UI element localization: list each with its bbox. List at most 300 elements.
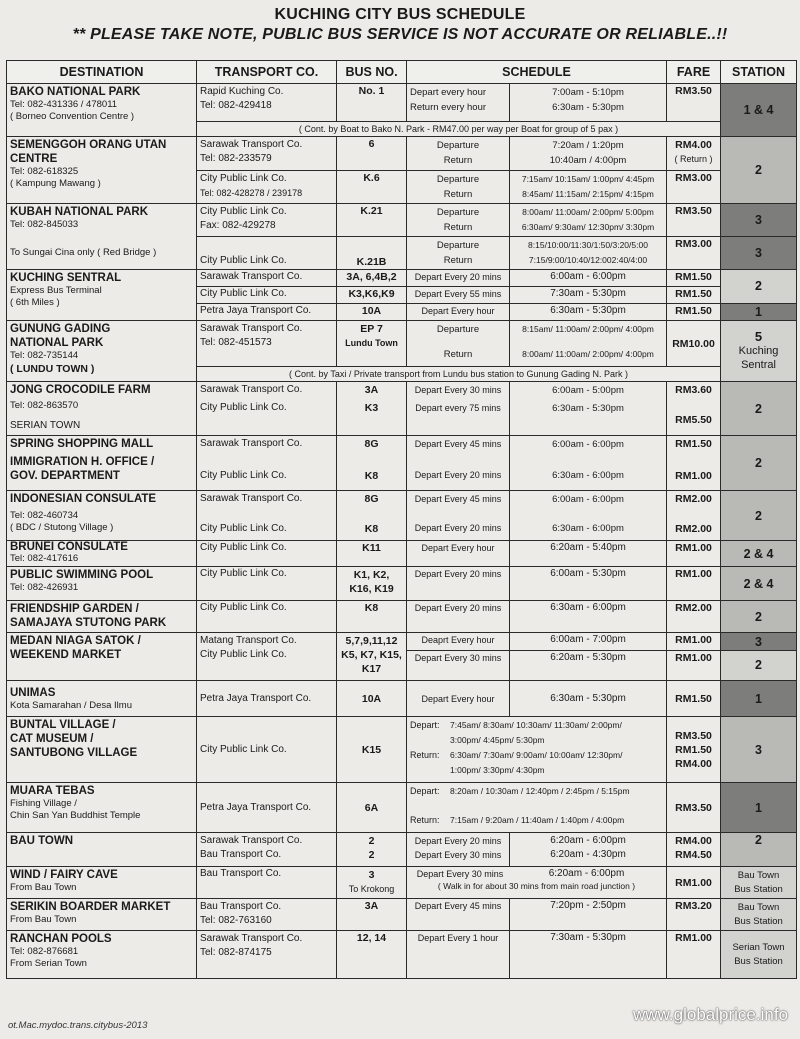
fare: RM1.50 <box>667 270 721 287</box>
schedule-time-2: 6:20am - 4:30pm <box>550 849 626 860</box>
company-name: Sarawak Transport Co. <box>200 835 303 846</box>
table-row <box>7 541 797 567</box>
bus-cell <box>337 867 407 899</box>
destination-cell <box>7 436 197 491</box>
station-name-line2: Sentral <box>741 359 776 371</box>
company-name: Rapid Kuching Co. <box>200 86 284 97</box>
bus-cell <box>337 436 407 491</box>
destination-cell <box>7 633 197 681</box>
return-times-line1: 6:30am/ 7:30am/ 9:00am/ 10:00am/ 12:30pm/ <box>450 750 623 760</box>
bus-number: No. 1 <box>337 84 407 122</box>
table-row <box>7 783 797 833</box>
schedule-label-1: Deaprt Every hour <box>407 633 510 651</box>
destination-cell <box>7 84 197 137</box>
header-destination: DESTINATION <box>7 61 197 84</box>
destination-name: SERIKIN BOARDER MARKET <box>10 901 171 913</box>
company-name: City Public Link Co. <box>197 717 337 783</box>
schedule-time <box>510 237 667 270</box>
bus-number: K.6 <box>337 171 407 204</box>
bus-number: K.21B <box>337 237 407 270</box>
destination-sub: To Sungai Cina only ( Red Bridge ) <box>10 247 157 258</box>
schedule-time-return: 7:15/9:00/10:40/12:002:40/4:00 <box>528 255 648 265</box>
fare-1: RM2.00 <box>675 493 712 505</box>
station-number: 5 <box>754 329 763 344</box>
company-name: Sarawak Transport Co. <box>200 384 303 395</box>
bus-number-2: K8 <box>364 470 379 482</box>
schedule-label <box>407 204 510 237</box>
destination-name: SEMENGGOH ORANG UTAN <box>10 139 167 151</box>
schedule-time-return: 8:45am/ 11:15am/ 2:15pm/ 4:15pm <box>522 189 654 199</box>
company-name: Sarawak Transport Co. <box>200 933 303 944</box>
company-name: Petra Jaya Transport Co. <box>197 681 337 717</box>
transport-cell <box>197 237 337 270</box>
schedule-time-2: 6:30am - 5:30pm <box>552 403 624 414</box>
bus-schedule-table <box>6 60 797 979</box>
schedule-time-depart: 7:00am - 5:10pm <box>552 87 624 98</box>
destination-cell <box>7 783 197 833</box>
table-row <box>7 681 797 717</box>
fare: RM3.50 <box>667 84 721 122</box>
fare: RM1.50 <box>667 681 721 717</box>
schedule-time: 7:30am - 5:30pm <box>510 287 667 304</box>
destination-cell <box>7 270 197 321</box>
station: 1 <box>721 681 797 717</box>
schedule-time-1: 6:00am - 6:00pm <box>552 439 624 450</box>
transport-cell <box>197 833 337 867</box>
station <box>721 899 797 931</box>
schedule-time-depart: 7:15am/ 10:15am/ 1:00pm/ 4:45pm <box>521 174 655 184</box>
header-transport: TRANSPORT CO. <box>197 61 337 84</box>
return-label: Return: <box>410 815 440 825</box>
return-times: 7:15am / 9:20am / 11:40am / 1:40pm / 4:00pm <box>450 815 625 825</box>
transport-cell <box>197 436 337 491</box>
schedule-label <box>407 171 510 204</box>
schedule-label <box>407 491 510 541</box>
company-name-2: Bau Transport Co. <box>200 849 282 860</box>
schedule-time-1: 6:00am - 7:00pm <box>510 633 667 651</box>
table-row <box>7 137 797 171</box>
destination-sub: From Serian Town <box>10 958 87 969</box>
header-fare: FARE <box>667 61 721 84</box>
company-name: City Public Link Co. <box>197 567 337 601</box>
transport-cell <box>197 931 337 979</box>
schedule-time: 6:30am - 5:30pm <box>510 681 667 717</box>
transport-cell <box>197 204 337 237</box>
schedule-time-2: 6:30am - 6:00pm <box>552 470 624 481</box>
note-cell: ( Cont. by Taxi / Private transport from Lundu bus station to Gunung Gading N. Park ) <box>197 367 721 382</box>
destination-name-line2: IMMIGRATION H. OFFICE / <box>10 456 155 468</box>
depart-label: Depart: <box>410 786 440 796</box>
bus-number-3: K17 <box>361 663 382 675</box>
station: 2 <box>721 382 797 436</box>
bus-cell <box>337 382 407 436</box>
fare <box>667 833 721 867</box>
schedule-label <box>407 382 510 436</box>
transport-cell <box>197 84 337 122</box>
schedule-label-depart: Departure <box>436 240 480 251</box>
schedule-label-1: Depart Every 45 mins <box>414 439 502 449</box>
watermark: www.globalprice.info <box>633 1005 788 1024</box>
bus-number: 10A <box>337 681 407 717</box>
station: 2 & 4 <box>721 567 797 601</box>
fare-2: RM1.00 <box>675 470 712 482</box>
fare <box>667 717 721 783</box>
station-name: Bau Town <box>737 901 780 913</box>
schedule-time: 6:00am - 5:30pm <box>510 567 667 601</box>
schedule-label-1: Depart Every 20 mins <box>414 836 502 846</box>
bus-number: K15 <box>337 717 407 783</box>
destination-sub: ( LUNDU TOWN ) <box>10 363 95 375</box>
schedule-label: Depart Every 55 mins <box>407 287 510 304</box>
schedule-time-depart: 8:15/10:00/11:30/1:50/3:20/5:00 <box>528 240 648 250</box>
table-row <box>7 567 797 601</box>
destination-sub: Fishing Village / <box>10 798 77 809</box>
bus-number: K11 <box>337 541 407 567</box>
station: 3 <box>721 717 797 783</box>
fare: RM3.00 <box>667 237 721 270</box>
depart-times: 8:20am / 10:30am / 12:40pm / 2:45pm / 5:15pm <box>450 786 630 796</box>
schedule-time-depart: 7:20am / 1:20pm <box>552 140 624 151</box>
bus-number: 6 <box>337 137 407 171</box>
table-row <box>7 833 797 867</box>
schedule-label-2: Depart Every 30 mins <box>407 651 510 681</box>
destination-tel: Tel: 082-845033 <box>10 219 79 230</box>
station-name-line2: Bus Station <box>734 955 783 967</box>
station: 2 <box>721 270 797 304</box>
schedule-time: 6:20am - 6:00pm <box>548 868 625 879</box>
table-row <box>7 717 797 783</box>
bus-number: 6A <box>337 783 407 833</box>
bus-number: K8 <box>337 601 407 633</box>
company-name: Sarawak Transport Co. <box>200 323 303 334</box>
schedule-label-depart: Departure <box>436 324 480 335</box>
company-tel: Fax: 082-429278 <box>200 220 276 231</box>
destination-tel: Tel: 082-426931 <box>10 582 79 593</box>
destination-sub: Kota Samarahan / Desa Ilmu <box>10 700 132 711</box>
schedule-label-return: Return <box>443 155 473 166</box>
schedule-label-return: Return <box>443 255 473 266</box>
table-row <box>7 436 797 491</box>
depart-times-line2: 3:00pm/ 4:45pm/ 5:30pm <box>450 735 545 745</box>
fare: RM3.50 <box>667 783 721 833</box>
station: 2 <box>721 137 797 204</box>
schedule-time <box>510 491 667 541</box>
bus-number: 12, 14 <box>337 931 407 979</box>
station-name: Serian Town <box>732 941 785 953</box>
bus-sub: To Krokong <box>348 884 395 894</box>
header-schedule: SCHEDULE <box>407 61 667 84</box>
station: 3 <box>721 237 797 270</box>
depart-times <box>450 718 622 748</box>
station: 2 <box>721 436 797 491</box>
bus-number: 8G <box>364 438 379 450</box>
destination-name: MEDAN NIAGA SATOK / <box>10 635 141 647</box>
schedule-label-2: Depart Every 20 mins <box>414 470 502 480</box>
destination-sub-line2: Chin San Yan Buddhist Temple <box>10 810 141 821</box>
station-name-line2: Bus Station <box>734 915 783 927</box>
station: 1 <box>721 783 797 833</box>
destination-cell <box>7 899 197 931</box>
destination-name-line2: WEEKEND MARKET <box>10 649 122 661</box>
bus-cell <box>337 321 407 367</box>
fare: RM1.00 <box>667 867 721 899</box>
bus-cell <box>337 491 407 541</box>
document-footer: ot.Mac.mydoc.trans.citybus-2013 <box>8 1020 148 1031</box>
destination-name-line3: GOV. DEPARTMENT <box>10 470 120 482</box>
schedule-time <box>510 382 667 436</box>
table-row <box>7 633 797 651</box>
fare-2: RM5.50 <box>675 414 712 426</box>
bus-cell <box>337 633 407 681</box>
station: 2 <box>721 833 797 867</box>
company-name: Sarawak Transport Co. <box>200 493 303 504</box>
destination-tel: Tel: 082-863570 <box>10 400 79 411</box>
destination-cell <box>7 204 197 270</box>
schedule-label-return: Return every hour <box>410 102 487 113</box>
company-name: City Public Link Co. <box>200 173 287 184</box>
destination-name-line2: NATIONAL PARK <box>10 337 104 349</box>
company-tel: Tel: 082-233579 <box>200 153 272 164</box>
reliability-notice: ** PLEASE TAKE NOTE, PUBLIC BUS SERVICE IS NOT ACCURATE OR RELIABLE..!! <box>72 26 728 43</box>
walk-note: ( Walk in for about 30 mins from main road junction ) <box>437 881 636 891</box>
fare <box>667 491 721 541</box>
return-block <box>410 748 663 778</box>
destination-name: UNIMAS <box>10 687 56 699</box>
station: 3 <box>721 204 797 237</box>
note-cell: ( Cont. by Boat to Bako N. Park - RM47.00 per way per Boat for group of 5 pax ) <box>197 122 721 137</box>
schedule-time: 6:30am - 6:00pm <box>510 601 667 633</box>
schedule-label: Depart Every 20 mins <box>407 567 510 601</box>
destination-cell <box>7 491 197 541</box>
station: 2 <box>721 491 797 541</box>
bus-number: K.21 <box>337 204 407 237</box>
destination-tel: Tel: 082-618325 <box>10 166 79 177</box>
fare-2: RM4.50 <box>675 849 712 861</box>
schedule-label-return: Return <box>443 349 473 360</box>
schedule-label <box>407 137 510 171</box>
destination-name-line2: SAMAJAYA STUTONG PARK <box>10 617 167 629</box>
schedule-time-depart: 8:15am/ 11:00am/ 2:00pm/ 4:00pm <box>522 324 654 334</box>
return-times <box>450 748 622 778</box>
destination-name-line2: CENTRE <box>10 153 58 165</box>
table-row <box>7 899 797 931</box>
schedule-detail <box>407 783 667 833</box>
company-name: City Public Link Co. <box>200 255 287 266</box>
schedule-time-2: 6:20am - 5:30pm <box>510 651 667 681</box>
destination-name: GUNUNG GADING <box>10 323 111 335</box>
table-row <box>7 491 797 541</box>
schedule-label: Depart Every hour <box>407 304 510 321</box>
destination-name: BAKO NATIONAL PARK <box>10 86 141 98</box>
fare: RM3.20 <box>667 899 721 931</box>
fare-2: RM1.50 <box>675 743 712 756</box>
header-station: STATION <box>721 61 797 84</box>
schedule-time-return: 6:30am/ 9:30am/ 12:30pm/ 3:30pm <box>521 222 655 232</box>
destination-tel: Tel: 082-735144 <box>10 350 79 361</box>
schedule-label-2: Depart every 75 mins <box>415 403 501 413</box>
schedule-time: 6:20am - 5:40pm <box>510 541 667 567</box>
destination-name: BUNTAL VILLAGE / <box>10 719 116 731</box>
schedule-time <box>510 171 667 204</box>
schedule-label: Depart Every hour <box>407 681 510 717</box>
company-tel: Tel: 082-874175 <box>200 947 272 958</box>
schedule-time: 7:30am - 5:30pm <box>510 931 667 979</box>
return-label: Return: <box>410 750 440 760</box>
schedule-time <box>510 204 667 237</box>
fare <box>667 382 721 436</box>
station: 2 <box>721 601 797 633</box>
destination-cell <box>7 321 197 382</box>
destination-cell <box>7 717 197 783</box>
bus-number-2: K8 <box>364 523 379 535</box>
transport-cell <box>197 491 337 541</box>
transport-cell <box>197 633 337 681</box>
destination-tel: Tel: 082-417616 <box>10 553 79 564</box>
fare: RM1.00 <box>667 541 721 567</box>
schedule-label <box>407 436 510 491</box>
station <box>721 321 797 382</box>
bus-cell <box>337 567 407 601</box>
schedule-detail <box>407 717 667 783</box>
destination-tel: Tel: 082-431336 / 478011 <box>10 99 118 110</box>
destination-cell <box>7 931 197 979</box>
fare-note: ( Return ) <box>674 154 713 164</box>
table-row <box>7 867 797 899</box>
schedule-label-return: Return <box>443 222 473 233</box>
destination-name: WIND / FAIRY CAVE <box>10 869 118 881</box>
destination-name: MUARA TEBAS <box>10 785 95 797</box>
schedule-label: Depart Every hour <box>407 541 510 567</box>
table-row <box>7 84 797 122</box>
bus-number: 5,7,9,11,12 <box>345 635 398 647</box>
company-tel: Tel: 082-451573 <box>200 337 272 348</box>
schedule-label <box>407 833 510 867</box>
destination-name: JONG CROCODILE FARM <box>10 384 151 396</box>
fare-3: RM4.00 <box>675 757 712 770</box>
schedule-line <box>410 868 663 880</box>
destination-cell <box>7 567 197 601</box>
bus-sub: Lundu Town <box>345 338 398 348</box>
destination-cell <box>7 867 197 899</box>
destination-cell <box>7 601 197 633</box>
company-name: Sarawak Transport Co. <box>200 438 303 449</box>
bus-number: 3 <box>368 869 375 881</box>
fare: RM2.00 <box>667 601 721 633</box>
table-row <box>7 270 797 287</box>
bus-number: 10A <box>337 304 407 321</box>
header-bus: BUS NO. <box>337 61 407 84</box>
company-name: City Public Link Co. <box>197 601 337 633</box>
station: 1 & 4 <box>721 84 797 137</box>
fare-1: RM1.50 <box>675 438 712 450</box>
fare <box>667 137 721 171</box>
destination-cell <box>7 137 197 204</box>
bus-number: 3A <box>364 384 379 396</box>
destination-sub: From Bau Town <box>10 882 77 893</box>
destination-name: PUBLIC SWIMMING POOL <box>10 569 154 581</box>
schedule-label-1: Depart Every 30 mins <box>414 385 502 395</box>
table-row <box>7 204 797 237</box>
table-header-row <box>7 61 797 84</box>
schedule-label-return: Return <box>443 189 473 200</box>
fare-1: RM4.00 <box>675 835 712 847</box>
station-2: 2 <box>721 651 797 681</box>
company-tel: Tel: 082-429418 <box>200 100 272 111</box>
schedule-time-1: 6:00am - 5:00pm <box>552 385 624 396</box>
fare: RM1.50 <box>667 287 721 304</box>
company-name: City Public Link Co. <box>197 541 337 567</box>
schedule-time-2: 6:30am - 6:00pm <box>552 523 624 534</box>
station <box>721 931 797 979</box>
fare: RM10.00 <box>667 321 721 367</box>
schedule-label: Depart Every 20 mins <box>407 601 510 633</box>
company-name: Bau Transport Co. <box>200 901 282 912</box>
schedule-label-depart: Depart every hour <box>410 87 487 98</box>
return-times-line2: 1:00pm/ 3:30pm/ 4:30pm <box>450 765 545 775</box>
schedule-label-depart: Departure <box>436 140 480 151</box>
destination-name: BAU TOWN <box>10 835 74 847</box>
company-name-2: City Public Link Co. <box>200 649 287 660</box>
company-name: Petra Jaya Transport Co. <box>197 783 337 833</box>
company-tel: Tel: 082-428278 / 239178 <box>200 188 303 198</box>
schedule-time: 6:30am - 5:30pm <box>510 304 667 321</box>
fare <box>667 436 721 491</box>
company-name: City Public Link Co. <box>197 287 337 304</box>
fare: RM1.50 <box>667 304 721 321</box>
destination-sub: ( Kampung Mawang ) <box>10 178 101 189</box>
destination-tel: Tel: 082-876681 <box>10 946 79 957</box>
schedule-label <box>407 84 510 122</box>
bus-number-2: K5, K7, K15, <box>341 649 402 661</box>
fare: RM1.00 <box>667 567 721 601</box>
schedule-time-1: 6:20am - 6:00pm <box>550 835 626 846</box>
station: 2 & 4 <box>721 541 797 567</box>
company-name-2: City Public Link Co. <box>200 402 287 413</box>
destination-name-line3: SANTUBONG VILLAGE <box>10 747 138 759</box>
schedule-detail <box>407 867 667 899</box>
schedule-label-depart: Departure <box>436 174 480 185</box>
schedule-label-2: Depart Every 20 mins <box>414 523 502 533</box>
table-row <box>7 931 797 979</box>
destination-name: SPRING SHOPPING MALL <box>10 438 154 450</box>
transport-cell <box>197 137 337 171</box>
schedule-label: Depart Every 30 mins <box>416 869 504 879</box>
fare-value: RM4.00 <box>675 139 712 151</box>
schedule-label: Depart Every 20 mins <box>407 270 510 287</box>
destination-sub: ( BDC / Stutong Village ) <box>10 522 114 533</box>
destination-cell <box>7 833 197 867</box>
destination-name: KUCHING SENTRAL <box>10 272 122 284</box>
fare-2: RM1.00 <box>667 651 721 681</box>
bus-number: 3A <box>337 899 407 931</box>
depart-block <box>410 718 663 748</box>
destination-name: FRIENDSHIP GARDEN / <box>10 603 139 615</box>
schedule-time-1: 6:00am - 6:00pm <box>552 494 624 505</box>
schedule-time-return: 8:00am/ 11:00am/ 2:00pm/ 4:00pm <box>522 349 654 359</box>
fare-1: RM1.00 <box>667 633 721 651</box>
schedule-label <box>407 237 510 270</box>
destination-sub: From Bau Town <box>10 914 77 925</box>
destination-sub: ( Borneo Convention Centre ) <box>10 111 135 122</box>
station: 1 <box>721 304 797 321</box>
bus-number: 8G <box>364 493 379 505</box>
depart-block <box>410 784 663 799</box>
station <box>721 867 797 899</box>
destination-tel: Tel: 082-460734 <box>10 510 79 521</box>
destination-sub-line2: ( 6th Miles ) <box>10 297 60 308</box>
schedule-time-depart: 8:00am/ 11:00am/ 2:00pm/ 5:00pm <box>522 207 654 217</box>
bus-cell <box>337 833 407 867</box>
